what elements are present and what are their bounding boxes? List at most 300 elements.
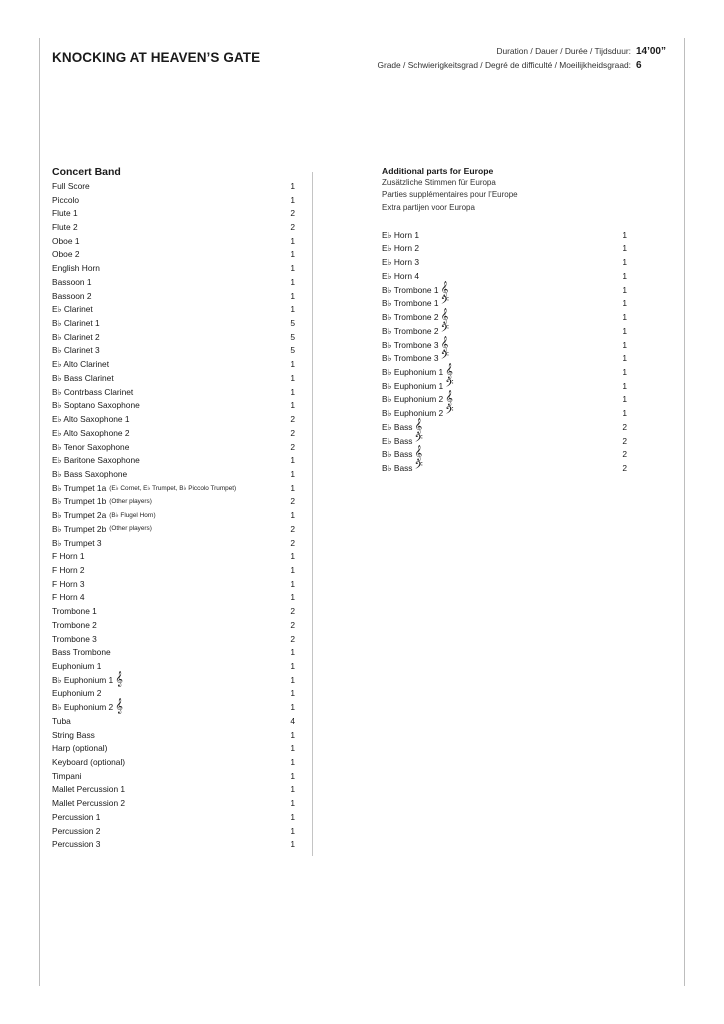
part-name-text: Euphonium 2 <box>52 688 102 699</box>
part-name <box>382 459 423 475</box>
part-name-text: B♭ Euphonium 2 <box>382 394 444 405</box>
treble-clef-icon: 𝄞 <box>440 336 449 352</box>
duration-label: Duration / Dauer / Durée / Tijdsduur: <box>496 46 631 56</box>
part-quantity: 1 <box>290 468 295 479</box>
part-name <box>52 428 130 438</box>
part-name-text: B♭ Bass Saxophone <box>52 468 128 479</box>
part-quantity: 1 <box>622 408 627 419</box>
part-row <box>382 242 627 256</box>
part-name-text: E♭ Horn 3 <box>382 257 420 268</box>
part-row <box>52 248 295 262</box>
part-name <box>52 716 71 726</box>
part-quantity: 1 <box>622 284 627 295</box>
part-name <box>382 363 453 379</box>
part-name <box>52 359 109 369</box>
part-quantity: 1 <box>290 688 295 699</box>
part-quantity: 1 <box>290 784 295 795</box>
bass-clef-icon: 𝄢 <box>414 432 423 448</box>
part-row <box>52 385 295 399</box>
part-quantity: 1 <box>290 263 295 274</box>
part-quantity: 1 <box>290 798 295 809</box>
part-name <box>382 391 453 407</box>
part-row <box>52 179 295 193</box>
piece-info <box>377 46 666 74</box>
part-quantity: 1 <box>290 180 295 191</box>
part-row <box>52 838 295 852</box>
part-name-text: B♭ Trumpet 2a <box>52 510 107 521</box>
part-row <box>52 536 295 550</box>
part-name-text: English Horn <box>52 263 100 274</box>
part-row <box>382 420 627 434</box>
part-name-text: B♭ Contrbass Clarinet <box>52 386 134 397</box>
part-quantity: 1 <box>622 366 627 377</box>
part-name <box>382 322 449 338</box>
part-row <box>382 255 627 269</box>
bass-clef-icon: 𝄢 <box>440 322 449 338</box>
part-name <box>52 826 100 836</box>
treble-clef-icon: 𝄞 <box>445 391 453 407</box>
part-row <box>52 206 295 220</box>
part-name-text: B♭ Soptano Saxophone <box>52 400 140 411</box>
part-name-text: Trombone 1 <box>52 606 97 617</box>
part-row <box>52 495 295 509</box>
part-name <box>52 236 79 246</box>
part-quantity: 1 <box>622 298 627 309</box>
part-name <box>382 271 419 281</box>
part-name-text: F Horn 1 <box>52 551 85 562</box>
europe-parts-section <box>382 165 627 475</box>
part-name-text: E♭ Bass <box>382 435 413 446</box>
part-row <box>382 324 627 338</box>
part-name-text: B♭ Trumpet 1a <box>52 482 107 493</box>
part-quantity: 1 <box>290 661 295 672</box>
part-row <box>52 659 295 673</box>
part-name-text: B♭ Tenor Saxophone <box>52 441 130 452</box>
part-name-text: B♭ Clarinet 1 <box>52 318 100 329</box>
part-name-text: E♭ Alto Clarinet <box>52 359 110 370</box>
part-name <box>382 350 449 366</box>
part-name <box>52 277 92 287</box>
part-name-text: Tuba <box>52 715 71 726</box>
part-quantity: 2 <box>290 414 295 425</box>
part-name-text: B♭ Euphonium 1 <box>52 674 114 685</box>
part-name <box>52 839 100 849</box>
part-row <box>52 481 295 495</box>
part-name <box>52 757 125 767</box>
treble-clef-icon: 𝄞 <box>440 309 449 325</box>
part-name <box>52 647 111 657</box>
part-row <box>52 275 295 289</box>
part-row <box>52 330 295 344</box>
part-quantity: 2 <box>290 427 295 438</box>
part-quantity: 2 <box>622 449 627 460</box>
part-row <box>52 549 295 563</box>
part-name-text: E♭ Horn 2 <box>382 243 420 254</box>
part-name-text: Mallet Percussion 1 <box>52 784 126 795</box>
part-name-text: B♭ Trombone 3 <box>382 353 439 364</box>
part-name <box>382 446 423 462</box>
part-quantity: 2 <box>290 441 295 452</box>
part-row <box>52 577 295 591</box>
part-name-text: Percussion 1 <box>52 811 101 822</box>
part-name <box>382 377 454 393</box>
part-row <box>52 371 295 385</box>
part-row <box>52 302 295 316</box>
part-name <box>52 469 127 479</box>
part-name <box>52 414 130 424</box>
part-name <box>382 336 449 352</box>
part-row <box>52 769 295 783</box>
grade-value: 6 <box>636 60 642 71</box>
part-name <box>382 418 423 434</box>
part-name <box>382 405 454 421</box>
part-quantity: 1 <box>622 229 627 240</box>
part-name <box>52 551 85 561</box>
part-quantity: 1 <box>290 592 295 603</box>
part-name <box>52 730 95 740</box>
part-name-text: Timpani <box>52 770 82 781</box>
part-row <box>382 406 627 420</box>
part-name-text: B♭ Trombone 1 <box>382 284 439 295</box>
part-name <box>52 606 97 616</box>
part-row <box>52 741 295 755</box>
part-name-text: F Horn 3 <box>52 578 85 589</box>
part-quantity: 1 <box>622 380 627 391</box>
part-row <box>382 283 627 297</box>
part-name-text: E♭ Alto Saxophone 2 <box>52 427 130 438</box>
part-quantity: 1 <box>290 770 295 781</box>
part-name-text: B♭ Trombone 2 <box>382 325 439 336</box>
part-quantity: 1 <box>622 339 627 350</box>
part-name-text: B♭ Euphonium 1 <box>382 380 444 391</box>
part-quantity: 1 <box>290 729 295 740</box>
part-row <box>52 563 295 577</box>
part-quantity: 1 <box>290 194 295 205</box>
bass-clef-icon: 𝄢 <box>445 405 454 421</box>
part-row <box>52 344 295 358</box>
part-name-text: Trombone 3 <box>52 633 97 644</box>
part-name-text: String Bass <box>52 729 95 740</box>
part-quantity: 2 <box>290 208 295 219</box>
document-title: KNOCKING AT HEAVEN’S GATE <box>52 50 261 65</box>
part-quantity: 5 <box>290 331 295 342</box>
part-row <box>52 645 295 659</box>
part-row <box>382 296 627 310</box>
part-row <box>52 261 295 275</box>
part-name-text: B♭ Trumpet 3 <box>52 537 102 548</box>
part-name <box>52 620 97 630</box>
part-row <box>382 228 627 242</box>
part-name-text: Mallet Percussion 2 <box>52 798 126 809</box>
part-name <box>52 249 79 259</box>
part-name <box>52 592 85 602</box>
part-name-text: B♭ Bass Clarinet <box>52 372 114 383</box>
part-name-text: Bass Trombone <box>52 647 111 658</box>
part-name <box>52 304 93 314</box>
part-name-text: B♭ Bass <box>382 462 413 473</box>
part-row <box>52 591 295 605</box>
part-name-text: B♭ Trombone 2 <box>382 312 439 323</box>
part-row <box>52 357 295 371</box>
europe-subheading-german: Zusätzliche Stimmen für Europa <box>382 178 496 187</box>
treble-clef-icon: 𝄞 <box>115 671 123 687</box>
bass-clef-icon: 𝄢 <box>445 377 454 393</box>
part-row <box>382 365 627 379</box>
part-row <box>382 461 627 475</box>
part-name <box>52 222 78 232</box>
part-name <box>52 565 85 575</box>
part-quantity: 1 <box>290 743 295 754</box>
part-row <box>52 714 295 728</box>
part-name <box>52 496 152 506</box>
part-name <box>382 309 449 325</box>
part-name-text: B♭ Trombone 1 <box>382 298 439 309</box>
part-name <box>52 771 81 781</box>
treble-clef-icon: 𝄞 <box>414 418 423 434</box>
part-row <box>52 728 295 742</box>
part-quantity: 1 <box>290 647 295 658</box>
part-quantity: 1 <box>290 400 295 411</box>
part-row <box>52 810 295 824</box>
grade-line <box>377 60 666 74</box>
part-name-text: E♭ Horn 1 <box>382 229 420 240</box>
part-quantity: 1 <box>622 257 627 268</box>
bass-clef-icon: 𝄢 <box>440 350 449 366</box>
part-row <box>52 234 295 248</box>
part-name <box>52 671 123 687</box>
part-name <box>52 510 156 520</box>
part-quantity: 5 <box>290 345 295 356</box>
part-name <box>52 291 92 301</box>
part-quantity: 1 <box>290 811 295 822</box>
part-name-text: Flute 1 <box>52 208 78 219</box>
part-name <box>52 195 79 205</box>
part-row <box>52 412 295 426</box>
part-name <box>52 538 102 548</box>
part-row <box>52 289 295 303</box>
part-name-text: B♭ Euphonium 2 <box>382 408 444 419</box>
part-name <box>52 743 107 753</box>
part-quantity: 1 <box>622 312 627 323</box>
part-name <box>52 524 152 534</box>
part-row <box>52 604 295 618</box>
part-name <box>52 181 90 191</box>
part-name-text: Flute 2 <box>52 222 78 233</box>
part-name <box>52 688 101 698</box>
part-quantity: 1 <box>290 386 295 397</box>
part-name-text: B♭ Trombone 3 <box>382 339 439 350</box>
part-name <box>52 387 133 397</box>
part-quantity: 2 <box>290 496 295 507</box>
part-quantity: 2 <box>290 537 295 548</box>
part-name-text: Euphonium 1 <box>52 661 102 672</box>
part-quantity: 2 <box>622 462 627 473</box>
part-row <box>52 508 295 522</box>
europe-heading: Additional parts for Europe <box>382 166 494 176</box>
part-name <box>52 373 114 383</box>
part-quantity: 1 <box>290 482 295 493</box>
part-row <box>52 673 295 687</box>
part-row <box>52 426 295 440</box>
part-name <box>52 483 236 493</box>
part-quantity: 1 <box>622 394 627 405</box>
part-name <box>52 400 140 410</box>
part-row <box>52 440 295 454</box>
part-row <box>382 269 627 283</box>
column-divider <box>312 172 313 856</box>
part-row <box>382 379 627 393</box>
treble-clef-icon: 𝄞 <box>445 363 453 379</box>
part-quantity: 1 <box>290 510 295 521</box>
part-name-text: E♭ Horn 4 <box>382 270 420 281</box>
part-name-text: B♭ Euphonium 1 <box>382 366 444 377</box>
part-row <box>52 193 295 207</box>
part-name-text: B♭ Trumpet 1b <box>52 496 107 507</box>
part-name <box>382 432 423 448</box>
part-name <box>52 798 125 808</box>
part-name <box>52 442 129 452</box>
part-name <box>52 455 140 465</box>
part-name <box>382 281 449 297</box>
part-name <box>52 579 85 589</box>
grade-label: Grade / Schwierigkeitsgrad / Degré de difficulté / Moeilijkheidsgraad: <box>377 60 631 70</box>
part-quantity: 1 <box>290 249 295 260</box>
treble-clef-icon: 𝄞 <box>440 281 449 297</box>
part-row <box>52 467 295 481</box>
part-name-text: Percussion 2 <box>52 825 101 836</box>
part-row <box>52 618 295 632</box>
part-name-text: Oboe 2 <box>52 249 80 260</box>
part-name-text: E♭ Clarinet <box>52 304 93 315</box>
part-quantity: 2 <box>622 421 627 432</box>
part-quantity: 5 <box>290 318 295 329</box>
part-name <box>382 295 449 311</box>
part-quantity: 1 <box>290 674 295 685</box>
part-quantity: 1 <box>290 578 295 589</box>
part-row <box>382 393 627 407</box>
part-quantity: 2 <box>622 435 627 446</box>
part-name-text: Percussion 3 <box>52 839 101 850</box>
part-name-text: Bassoon 1 <box>52 276 92 287</box>
part-name-text: F Horn 2 <box>52 564 85 575</box>
part-name <box>52 345 100 355</box>
part-quantity: 2 <box>290 633 295 644</box>
part-quantity: 1 <box>290 564 295 575</box>
treble-clef-icon: 𝄞 <box>414 446 423 462</box>
part-name <box>52 332 100 342</box>
part-name <box>52 699 123 715</box>
part-quantity: 1 <box>290 276 295 287</box>
part-quantity: 1 <box>290 757 295 768</box>
page-border-left <box>39 38 40 986</box>
part-note: (Other players) <box>109 497 152 505</box>
concert-band-section <box>52 165 295 851</box>
part-row <box>52 755 295 769</box>
part-quantity: 1 <box>290 304 295 315</box>
part-name-text: Piccolo <box>52 194 79 205</box>
part-name-text: Full Score <box>52 180 90 191</box>
part-name-text: E♭ Baritone Saxophone <box>52 455 140 466</box>
part-row <box>52 783 295 797</box>
part-quantity: 4 <box>290 715 295 726</box>
treble-clef-icon: 𝄞 <box>115 699 123 715</box>
part-name-text: B♭ Clarinet 3 <box>52 345 100 356</box>
part-row <box>382 338 627 352</box>
part-quantity: 1 <box>290 290 295 301</box>
concert-band-parts-list <box>52 179 295 851</box>
part-quantity: 1 <box>622 353 627 364</box>
part-name <box>52 318 100 328</box>
duration-line <box>377 46 666 60</box>
part-row <box>382 351 627 365</box>
part-name <box>52 661 101 671</box>
part-row <box>52 399 295 413</box>
part-name-text: Oboe 1 <box>52 235 80 246</box>
part-row <box>382 310 627 324</box>
part-quantity: 1 <box>290 359 295 370</box>
part-name-text: Keyboard (optional) <box>52 757 126 768</box>
part-note: (E♭ Cornet, E♭ Trumpet, B♭ Piccolo Trumpet) <box>109 484 237 492</box>
duration-value: 14’00” <box>635 46 666 57</box>
part-quantity: 1 <box>290 455 295 466</box>
part-name <box>382 230 419 240</box>
part-name <box>382 257 419 267</box>
part-quantity: 2 <box>290 222 295 233</box>
part-name-text: E♭ Alto Saxophone 1 <box>52 414 130 425</box>
part-row <box>52 522 295 536</box>
part-quantity: 2 <box>290 606 295 617</box>
part-name-text: Bassoon 2 <box>52 290 92 301</box>
bass-clef-icon: 𝄢 <box>414 459 423 475</box>
part-row <box>52 316 295 330</box>
part-name <box>382 243 419 253</box>
part-note: (B♭ Flugel Horn) <box>109 512 156 520</box>
europe-parts-list <box>382 228 627 475</box>
part-name-text: B♭ Bass <box>382 449 413 460</box>
part-name <box>52 263 100 273</box>
part-quantity: 1 <box>290 551 295 562</box>
part-name <box>52 812 100 822</box>
part-row <box>52 796 295 810</box>
part-name <box>52 634 97 644</box>
part-row <box>52 687 295 701</box>
part-name-text: B♭ Euphonium 2 <box>52 702 114 713</box>
part-quantity: 1 <box>622 270 627 281</box>
part-name <box>52 208 78 218</box>
part-row <box>52 453 295 467</box>
bass-clef-icon: 𝄢 <box>440 295 449 311</box>
part-quantity: 1 <box>622 325 627 336</box>
part-quantity: 1 <box>290 839 295 850</box>
part-note: (Other players) <box>109 525 152 533</box>
concert-band-heading: Concert Band <box>52 166 121 178</box>
part-name-text: Harp (optional) <box>52 743 108 754</box>
part-name-text: F Horn 4 <box>52 592 85 603</box>
part-name-text: B♭ Clarinet 2 <box>52 331 100 342</box>
page-border-right <box>684 38 685 986</box>
europe-subheading-dutch: Extra partijen voor Europa <box>382 202 475 212</box>
part-row <box>52 824 295 838</box>
part-name-text: B♭ Trumpet 2b <box>52 523 107 534</box>
part-quantity: 1 <box>290 702 295 713</box>
part-quantity: 1 <box>290 825 295 836</box>
part-quantity: 1 <box>290 235 295 246</box>
europe-subheading-french: Parties supplémentaires pour l’Europe <box>382 190 518 200</box>
part-quantity: 1 <box>622 243 627 254</box>
part-row <box>52 700 295 714</box>
part-row <box>52 220 295 234</box>
part-name-text: Trombone 2 <box>52 619 97 630</box>
